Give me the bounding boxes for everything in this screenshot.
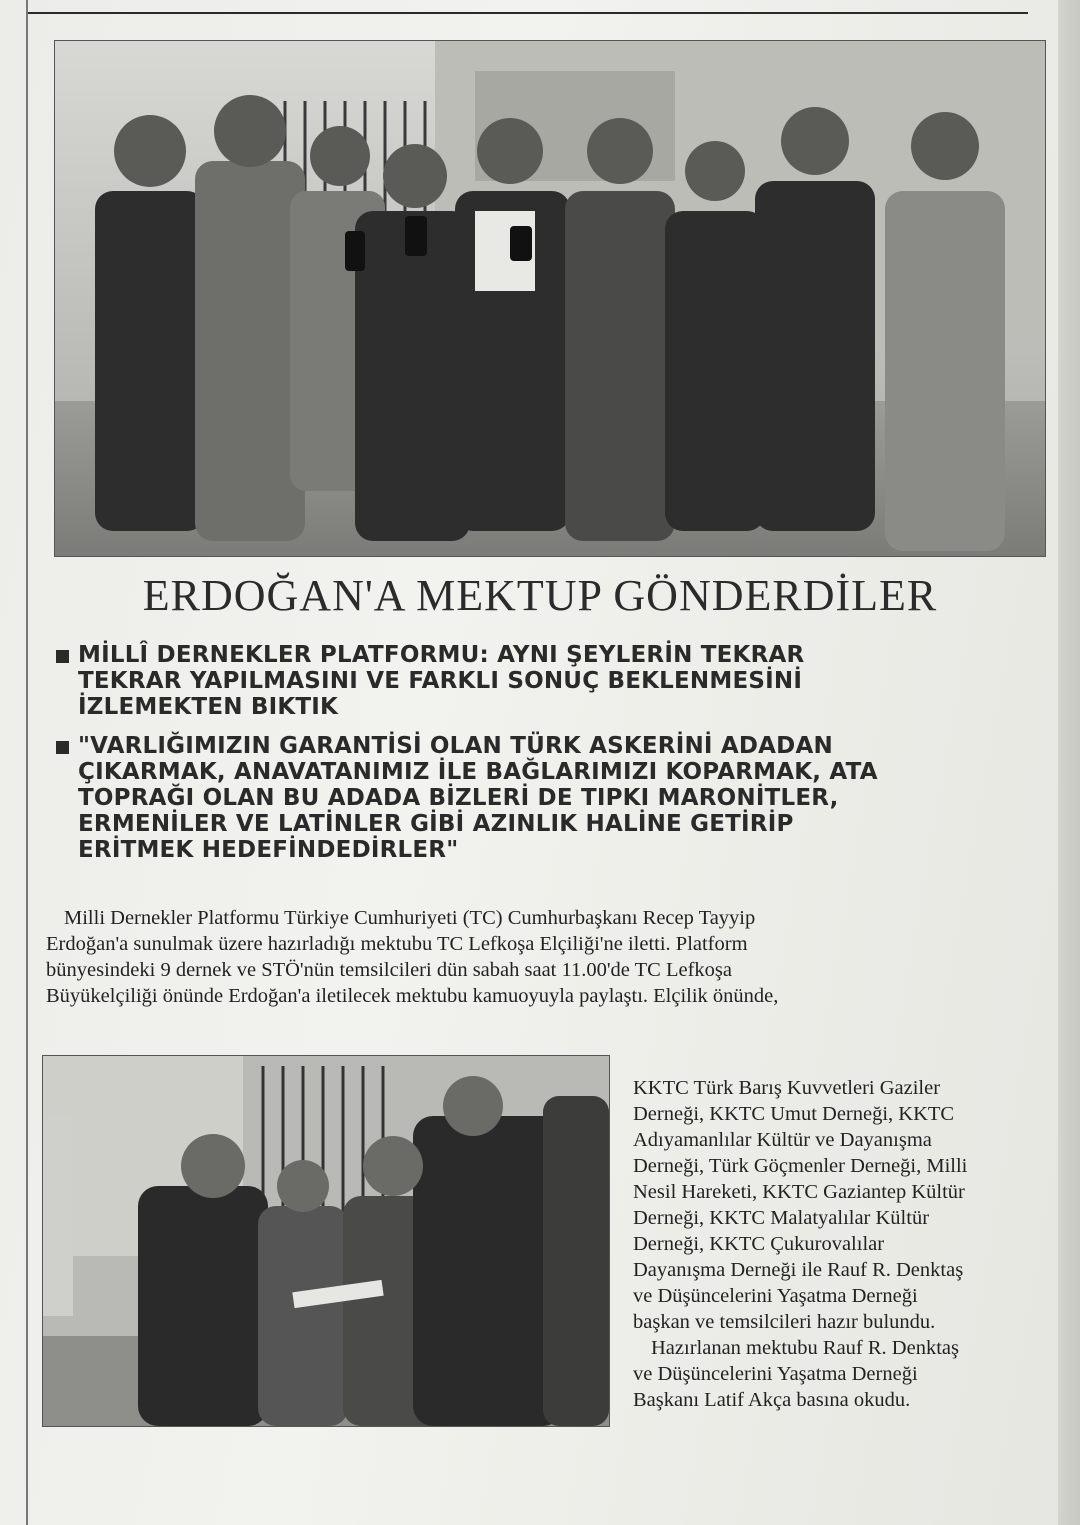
bullet-1-line: MİLLÎ DERNEKLER PLATFORMU: AYNI ŞEYLERİN TEKRAR (78, 642, 805, 668)
body-line: Derneği, KKTC Umut Derneği, KKTC (633, 1103, 955, 1125)
main-photo-illustration (55, 41, 1045, 556)
secondary-photo-illustration (43, 1056, 609, 1426)
bullet-2-line: TOPRAĞI OLAN BU ADADA BİZLERİ DE TIPKI MARONİTLER, (78, 785, 839, 811)
secondary-photo (42, 1055, 610, 1427)
body-line: Erdoğan'a sunulmak üzere hazırladığı mektubu TC Lefkoşa Elçiliği'ne iletti. Platform (46, 933, 748, 955)
body-line: Derneği, KKTC Malatyalılar Kültür (633, 1207, 930, 1229)
column-rule (26, 0, 28, 1525)
bullet-1-line: TEKRAR YAPILMASINI VE FARKLI SONUÇ BEKLENMESİNİ (78, 668, 803, 694)
body-line: Büyükelçiliği önünde Erdoğan'a iletilecek mektubu kamuoyuyla paylaştı. Elçilik önünde, (46, 985, 779, 1007)
bullet-subheading-2 (56, 733, 1016, 873)
body-line: Derneği, Türk Göçmenler Derneği, Milli (633, 1155, 968, 1177)
body-line: ve Düşüncelerini Yaşatma Derneği (633, 1363, 918, 1385)
bullet-2-line: ÇIKARMAK, ANAVATANIMIZ İLE BAĞLARIMIZI KOPARMAK, ATA (78, 759, 878, 785)
body-line: KKTC Türk Barış Kuvvetleri Gaziler (633, 1077, 941, 1099)
body-line: Başkanı Latif Akça basına okudu. (633, 1389, 911, 1411)
top-rule (28, 12, 1028, 14)
bullet-subheading-1 (56, 642, 1016, 722)
body-line: Dayanışma Derneği ile Rauf R. Denktaş (633, 1259, 964, 1281)
headline: ERDOĞAN'A MEKTUP GÖNDERDİLER (142, 571, 938, 620)
bullet-square-icon (56, 650, 69, 663)
body-line: Adıyamanlılar Kültür ve Dayanışma (633, 1129, 932, 1151)
bullet-2-line: "VARLIĞIMIZIN GARANTİSİ OLAN TÜRK ASKERİNİ ADADAN (78, 733, 833, 759)
bullet-2-line: ERİTMEK HEDEFİNDEDİRLER" (78, 837, 459, 863)
bullet-1-line: İZLEMEKTEN BIKTIK (78, 694, 339, 720)
body-line: başkan ve temsilcileri hazır bulundu. (633, 1311, 936, 1333)
main-photo (54, 40, 1046, 557)
body-line: Milli Dernekler Platformu Türkiye Cumhuriyeti (TC) Cumhurbaşkanı Recep Tayyip (64, 907, 756, 929)
bullet-square-icon (56, 741, 69, 754)
body-line: Derneği, KKTC Çukurovalılar (633, 1233, 885, 1255)
article-body-full-width (46, 905, 1026, 1009)
body-line: Nesil Hareketi, KKTC Gaziantep Kültür (633, 1181, 965, 1203)
body-line: bünyesindeki 9 dernek ve STÖ'nün temsilcileri dün sabah saat 11.00'de TC Lefkoşa (46, 959, 733, 981)
adjacent-page-edge (1058, 0, 1080, 1525)
body-line: Hazırlanan mektubu Rauf R. Denktaş (651, 1337, 959, 1359)
bullet-2-line: ERMENİLER VE LATİNLER GİBİ AZINLIK HALİNE GETİRİP (78, 811, 794, 837)
article-body-right-column (633, 1075, 1033, 1413)
body-line: ve Düşüncelerini Yaşatma Derneği (633, 1285, 918, 1307)
